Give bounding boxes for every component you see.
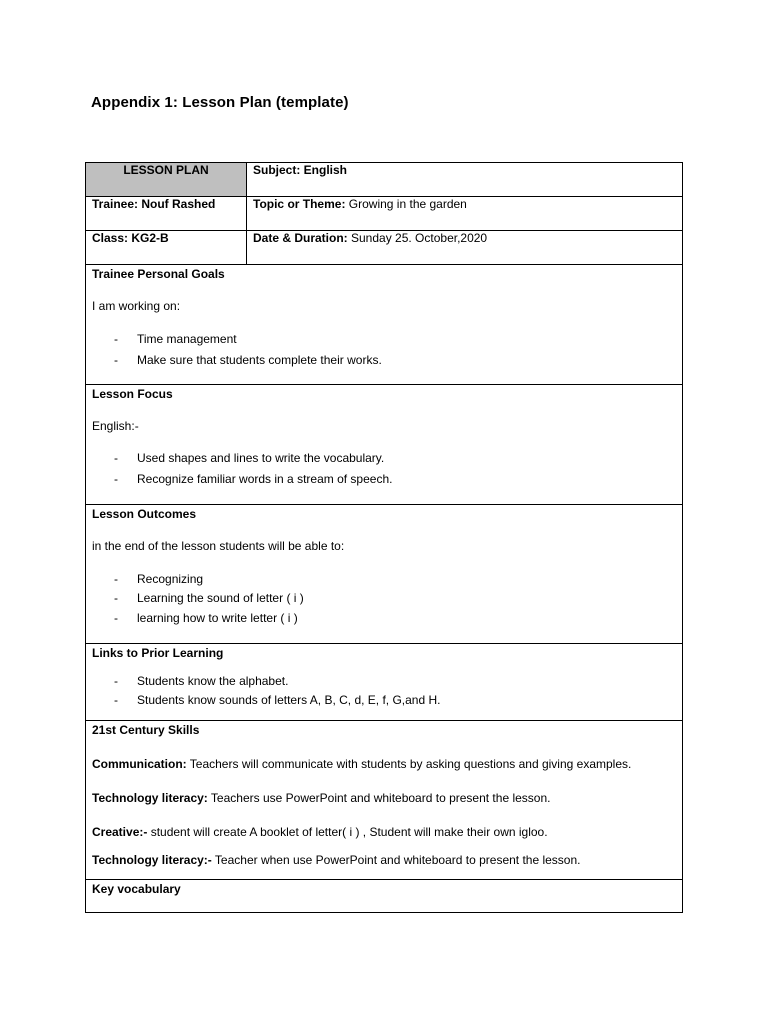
skill-creative	[92, 825, 676, 840]
skill-label: Technology literacy:-	[92, 853, 212, 867]
table-row	[86, 505, 683, 644]
skill-text: Teacher when use PowerPoint and whiteboard to present the lesson.	[211, 853, 581, 867]
skill-technology-2	[92, 853, 676, 868]
skill-text: student will create A booklet of letter( i ) , Student will make their own igloo.	[147, 825, 548, 839]
outcomes-title: Lesson Outcomes	[92, 507, 197, 521]
table-row	[86, 880, 683, 913]
table-row	[86, 163, 683, 197]
date-value: Sunday 25. October,2020	[347, 231, 488, 245]
skill-label: Communication:	[92, 757, 187, 771]
table-row	[86, 385, 683, 505]
lesson-plan-header-cell: LESSON PLAN	[86, 163, 247, 197]
table-row	[86, 197, 683, 231]
table-row	[86, 644, 683, 721]
list-item: - Learning the sound of letter ( i )	[114, 591, 676, 606]
list-item: - Students know sounds of letters A, B, C, d, E, f, G,and H.	[114, 693, 676, 708]
skill-text: Teachers will communicate with students by asking questions and giving examples.	[186, 757, 632, 771]
topic-cell	[247, 197, 683, 231]
table-row	[86, 231, 683, 265]
table-row	[86, 721, 683, 880]
focus-title: Lesson Focus	[92, 387, 173, 401]
list-item: - Recognizing	[114, 572, 676, 587]
subject-value: English	[300, 163, 348, 177]
skills-section	[86, 721, 683, 880]
goals-list	[92, 332, 676, 368]
goals-title: Trainee Personal Goals	[92, 267, 225, 281]
list-item: - Used shapes and lines to write the vocabulary.	[114, 451, 676, 466]
focus-section	[86, 385, 683, 505]
topic-label: Topic or Theme:	[253, 197, 346, 211]
skills-title: 21st Century Skills	[92, 723, 200, 737]
prior-learning-title: Links to Prior Learning	[92, 646, 224, 660]
skill-label: Creative:-	[92, 825, 148, 839]
vocabulary-title: Key vocabulary	[92, 882, 181, 896]
list-item: - learning how to write letter ( i )	[114, 611, 676, 626]
topic-value: Growing in the garden	[345, 197, 467, 211]
table-row	[86, 265, 683, 385]
trainee-cell: Trainee: Nouf Rashed	[86, 197, 247, 231]
subject-label: Subject:	[253, 163, 301, 177]
outcomes-intro: in the end of the lesson students will be able to:	[92, 539, 345, 553]
class-cell: Class: KG2-B	[86, 231, 247, 265]
skill-technology	[92, 791, 676, 806]
date-label: Date & Duration:	[253, 231, 348, 245]
list-item: - Time management	[114, 332, 676, 347]
skill-communication	[92, 757, 676, 772]
outcomes-list	[92, 572, 676, 626]
focus-intro: English:-	[92, 419, 139, 433]
goals-section	[86, 265, 683, 385]
date-cell	[247, 231, 683, 265]
focus-list	[92, 451, 676, 487]
list-item: - Students know the alphabet.	[114, 674, 676, 689]
list-item: - Make sure that students complete their works.	[114, 353, 676, 368]
goals-intro: I am working on:	[92, 299, 181, 313]
prior-learning-section	[86, 644, 683, 721]
outcomes-section	[86, 505, 683, 644]
prior-learning-list	[92, 674, 676, 708]
list-item: - Recognize familiar words in a stream of speech.	[114, 472, 676, 487]
subject-cell	[247, 163, 683, 197]
lesson-plan-table	[85, 162, 683, 913]
document-title: Appendix 1: Lesson Plan (template)	[91, 94, 349, 111]
vocabulary-section	[86, 880, 683, 913]
skill-text: Teachers use PowerPoint and whiteboard to present the lesson.	[207, 791, 551, 805]
skill-label: Technology literacy:	[92, 791, 208, 805]
